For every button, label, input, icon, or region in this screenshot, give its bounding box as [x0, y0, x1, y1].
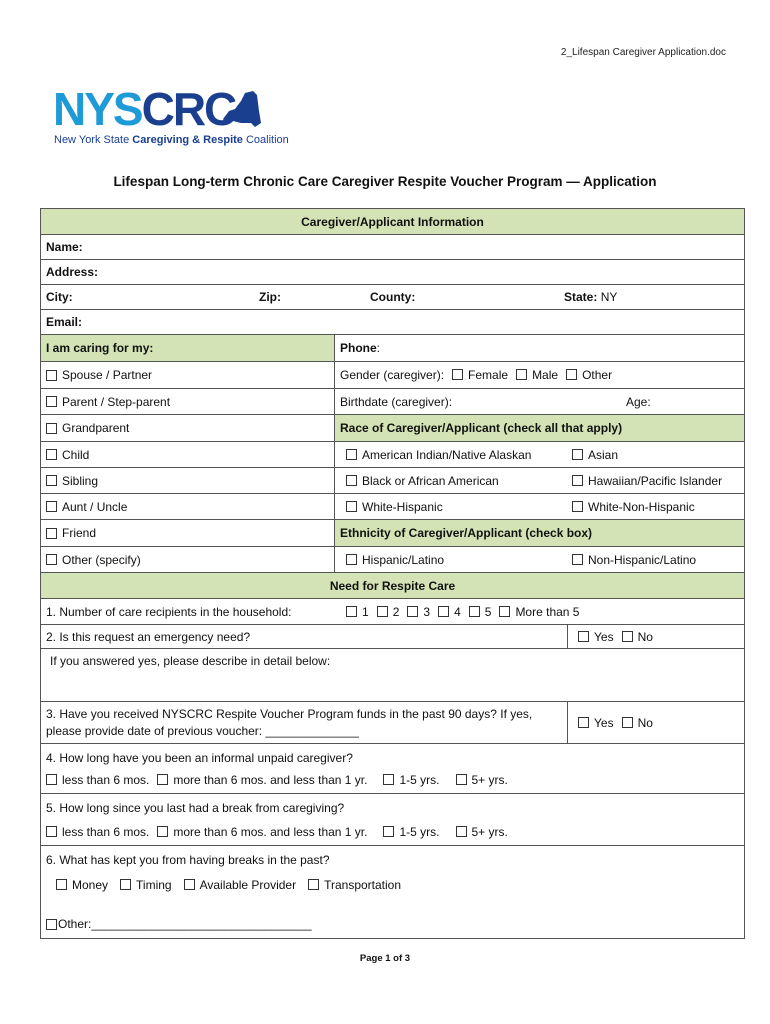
checkbox-non-hispanic[interactable]: Non-Hispanic/Latino	[567, 547, 696, 572]
checkbox-q6-provider[interactable]: Available Provider	[184, 878, 297, 892]
section-header-need: Need for Respite Care	[41, 573, 744, 599]
question-2: 2. Is this request an emergency need? Yes No	[41, 625, 744, 649]
email-field[interactable]	[41, 310, 744, 335]
checkbox-q6-timing[interactable]: Timing	[120, 878, 172, 892]
section-header-caregiver: Caregiver/Applicant Information	[41, 209, 744, 235]
address-field[interactable]	[41, 260, 744, 285]
checkbox-q1-3[interactable]: 3	[407, 605, 430, 619]
name-field[interactable]	[41, 235, 744, 260]
checkbox-white-hispanic[interactable]: White-Hispanic	[341, 494, 443, 519]
checkbox-q4-lt6[interactable]: less than 6 mos.	[46, 773, 149, 787]
checkbox-q1-4[interactable]: 4	[438, 605, 461, 619]
q2-description-field[interactable]: If you answered yes, please describe in detail below:	[41, 649, 744, 702]
checkbox-q5-lt6[interactable]: less than 6 mos.	[46, 825, 149, 839]
checkbox-q5-1to5[interactable]: 1-5 yrs.	[383, 825, 439, 839]
question-4: 4. How long have you been an informal unpaid caregiver? less than 6 mos. more than 6 mos. and less than 1 yr. 1-5 yrs. 5+ yrs.	[41, 744, 744, 794]
checkbox-q4-5plus[interactable]: 5+ yrs.	[456, 773, 508, 787]
checkbox-friend[interactable]: Friend	[41, 520, 96, 546]
checkbox-sibling[interactable]: Sibling	[41, 468, 98, 493]
checkbox-q6-transportation[interactable]: Transportation	[308, 878, 401, 892]
checkbox-aunt-uncle[interactable]: Aunt / Uncle	[41, 494, 127, 519]
checkbox-q1-1[interactable]: 1	[346, 605, 369, 619]
checkbox-q1-5[interactable]: 5	[469, 605, 492, 619]
state-field[interactable]: State: NY	[564, 290, 618, 304]
caring-phone-row	[41, 335, 744, 362]
checkbox-grandparent[interactable]: Grandparent	[41, 415, 129, 441]
phone-field[interactable]: Phone :	[340, 341, 381, 355]
checkbox-q1-2[interactable]: 2	[377, 605, 400, 619]
checkbox-gender-other[interactable]: Other	[566, 368, 612, 382]
city-field[interactable]: City:	[46, 290, 73, 304]
page-title: Lifespan Long-term Chronic Care Caregiver Respite Voucher Program — Application	[113, 174, 657, 189]
checkbox-male[interactable]: Male	[516, 368, 558, 382]
checkbox-q5-6to12[interactable]: more than 6 mos. and less than 1 yr.	[157, 825, 367, 839]
gender-field: Gender (caregiver): Female Male Other	[340, 368, 613, 382]
checkbox-spouse[interactable]: Spouse / Partner	[41, 362, 152, 388]
county-field[interactable]: County:	[370, 290, 416, 304]
nyscrc-logo	[53, 83, 289, 156]
question-6: 6. What has kept you from having breaks in the past? Money Timing Available Provider Transportation Other:_________________________________	[41, 846, 744, 938]
checkbox-q4-6to12[interactable]: more than 6 mos. and less than 1 yr.	[157, 773, 367, 787]
checkbox-female[interactable]: Female	[452, 368, 508, 382]
birthdate-field[interactable]: Birthdate (caregiver):	[340, 394, 453, 409]
checkbox-q3-yes[interactable]: Yes	[578, 716, 614, 730]
application-form	[40, 208, 745, 939]
page-number: Page 1 of 3	[359, 953, 411, 964]
checkbox-other-specify[interactable]: Other (specify)	[41, 547, 141, 572]
checkbox-white-non-hispanic[interactable]: White-Non-Hispanic	[567, 494, 695, 519]
checkbox-hawaiian[interactable]: Hawaiian/Pacific Islander	[567, 468, 722, 493]
checkbox-asian[interactable]: Asian	[567, 442, 618, 467]
logo-wordmark: NYSCRC	[53, 83, 236, 135]
checkbox-child[interactable]: Child	[41, 442, 89, 467]
checkbox-q2-no[interactable]: No	[622, 630, 653, 644]
question-1: 1. Number of care recipients in the household: 1 2 3 4 5 More than 5	[41, 599, 744, 625]
checkbox-american-indian[interactable]: American Indian/Native Alaskan	[341, 442, 531, 467]
ethnicity-header: Ethnicity of Caregiver/Applicant (check box)	[335, 520, 744, 546]
logo-subtitle: New York State Caregiving & Respite Coalition	[54, 134, 289, 146]
ny-state-shape-icon	[215, 89, 265, 133]
city-zip-county-state-row	[41, 285, 744, 310]
name-label: Name:	[46, 240, 83, 254]
address-label: Address:	[46, 265, 99, 279]
question-5: 5. How long since you last had a break from caregiving? less than 6 mos. more than 6 mos. and less than 1 yr. 1-5 yrs. 5+ yrs.	[41, 794, 744, 846]
checkbox-q5-5plus[interactable]: 5+ yrs.	[456, 825, 508, 839]
checkbox-q6-money[interactable]: Money	[56, 878, 108, 892]
checkbox-parent[interactable]: Parent / Step-parent	[41, 389, 170, 414]
checkbox-q1-more[interactable]: More than 5	[499, 605, 579, 619]
checkbox-q3-no[interactable]: No	[622, 716, 653, 730]
age-field[interactable]: Age:	[626, 394, 651, 409]
zip-field[interactable]: Zip:	[259, 290, 281, 304]
caring-for-label: I am caring for my:	[41, 335, 334, 361]
checkbox-q4-1to5[interactable]: 1-5 yrs.	[383, 773, 439, 787]
email-label: Email:	[46, 315, 83, 329]
checkbox-q2-yes[interactable]: Yes	[578, 630, 614, 644]
checkbox-black[interactable]: Black or African American	[341, 468, 499, 493]
race-header: Race of Caregiver/Applicant (check all that apply)	[335, 415, 744, 441]
checkbox-q6-other[interactable]: Other:_________________________________	[41, 914, 312, 934]
checkbox-hispanic[interactable]: Hispanic/Latino	[341, 547, 444, 572]
document-filename: 2_Lifespan Caregiver Application.doc	[560, 47, 726, 58]
question-3: 3. Have you received NYSCRC Respite Voucher Program funds in the past 90 days? If yes, please provide date of previous voucher: ______________ Yes No	[41, 702, 744, 744]
